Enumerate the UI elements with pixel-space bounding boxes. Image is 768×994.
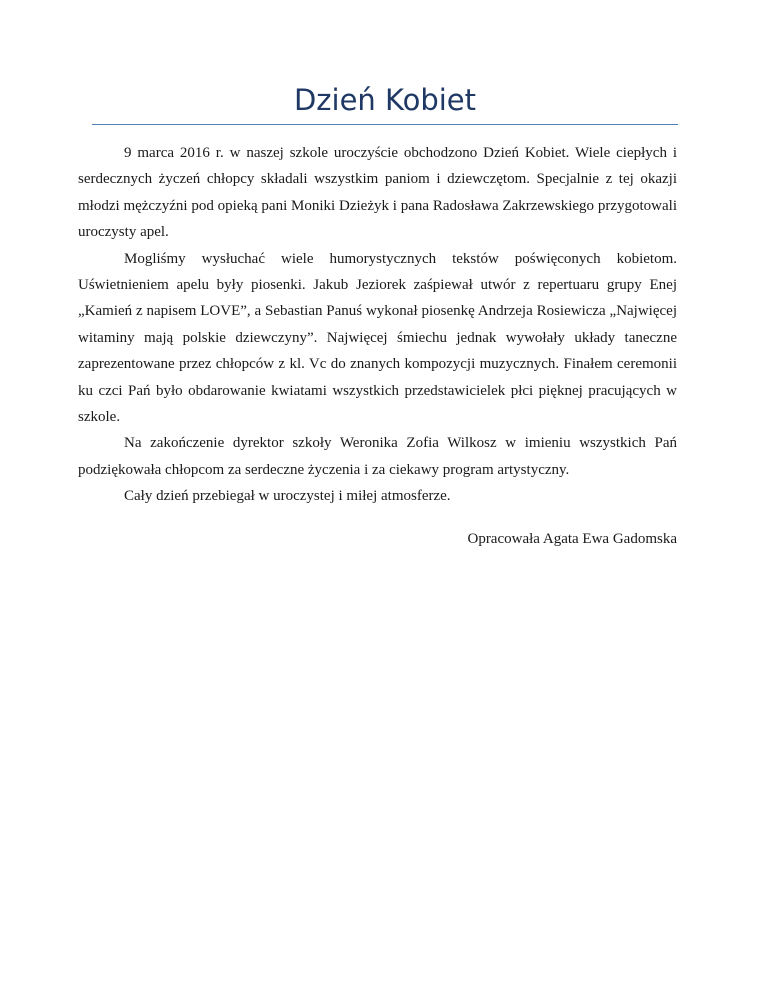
paragraph-3: Na zakończenie dyrektor szkoły Weronika Zofia Wilkosz w imieniu wszystkich Pań podziękowała chłopcom za serdeczne życzenia i za ciekawy program artystyczny.	[78, 435, 677, 478]
article-body	[78, 140, 677, 510]
paragraph-2: Mogliśmy wysłuchać wiele humorystycznych tekstów poświęconych kobietom. Uświetnieniem apelu były piosenki. Jakub Jeziorek zaśpiewał utwór z repertuaru grupy Enej „Kamień z napisem LOVE”, a Sebastian Panuś wykonał piosenkę Andrzeja Rosiewicza „Najwięcej witaminy mają polskie dziewczyny”. Najwięcej śmiechu jednak wywołały układy taneczne zaprezentowane przez chłopców z kl. Vc do znanych kompozycji muzycznych. Finałem ceremonii ku czci Pań było obdarowanie kwiatami wszystkich przedstawicielek płci pięknej pracujących w szkole.	[78, 250, 677, 426]
title-underline	[92, 124, 678, 125]
paragraph-1: 9 marca 2016 r. w naszej szkole uroczyście obchodzono Dzień Kobiet. Wiele ciepłych i serdecznych życzeń chłopcy składali wszystkim paniom i dziewczętom. Specjalnie z tej okazji młodzi mężczyźni pod opieką pani Moniki Dzieżyk i pana Radosława Zakrzewskiego przygotowali uroczysty apel.	[78, 145, 677, 241]
author-signature: Opracowała Agata Ewa Gadomska	[467, 531, 677, 547]
paragraph-4: Cały dzień przebiegał w uroczystej i miłej atmosferze.	[124, 488, 451, 505]
document-title: Dzień Kobiet	[293, 83, 477, 117]
